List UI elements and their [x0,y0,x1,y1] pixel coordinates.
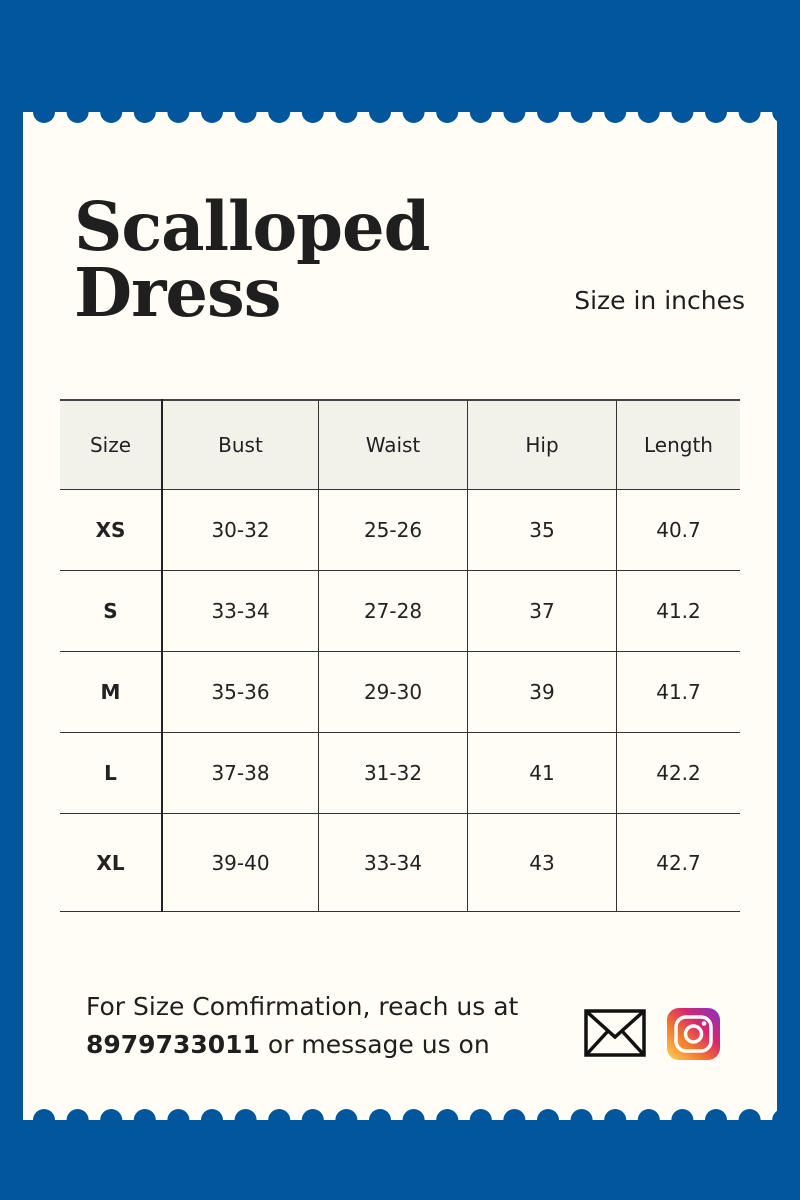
table-row [60,652,740,733]
cell-waist: 27-28 [319,571,468,652]
cell-size: S [60,571,162,652]
header-waist: Waist [319,400,468,490]
cell-size: XL [60,814,162,912]
cell-hip: 39 [468,652,617,733]
scallop-edge-bottom [23,1107,777,1121]
cell-length: 41.2 [617,571,741,652]
cell-bust: 35-36 [162,652,319,733]
title-line-2: Dress [74,253,281,332]
cell-hip: 41 [468,733,617,814]
units-label: Size in inches [574,286,745,315]
header-hip: Hip [468,400,617,490]
table-row [60,571,740,652]
cell-size: XS [60,490,162,571]
header-size: Size [60,400,162,490]
size-chart-card [23,112,777,1120]
table-header-row [60,400,740,490]
instagram-icon[interactable] [667,1008,720,1060]
cell-size: L [60,733,162,814]
cell-length: 41.7 [617,652,741,733]
cell-length: 42.7 [617,814,741,912]
contact-line-2 [86,1026,518,1064]
cell-waist: 33-34 [319,814,468,912]
table-row [60,814,740,912]
cell-waist: 25-26 [319,490,468,571]
page-title [74,187,430,332]
cell-length: 42.2 [617,733,741,814]
cell-hip: 37 [468,571,617,652]
cell-hip: 43 [468,814,617,912]
table-row [60,490,740,571]
header-length: Length [617,400,741,490]
cell-hip: 35 [468,490,617,571]
cell-bust: 30-32 [162,490,319,571]
table-row [60,733,740,814]
cell-length: 40.7 [617,490,741,571]
contact-text [86,988,518,1064]
phone-number[interactable]: 8979733011 [86,1030,260,1059]
cell-size: M [60,652,162,733]
size-table [60,399,740,912]
cell-bust: 33-34 [162,571,319,652]
cell-bust: 39-40 [162,814,319,912]
cell-bust: 37-38 [162,733,319,814]
scallop-edge-top [23,111,777,125]
header-bust: Bust [162,400,319,490]
contact-line-2-rest: or message us on [259,1030,490,1059]
cell-waist: 29-30 [319,652,468,733]
envelope-icon[interactable] [584,1009,646,1057]
cell-waist: 31-32 [319,733,468,814]
contact-line-1: For Size Comfirmation, reach us at [86,992,519,1021]
title-line-1: Scalloped [74,187,430,266]
